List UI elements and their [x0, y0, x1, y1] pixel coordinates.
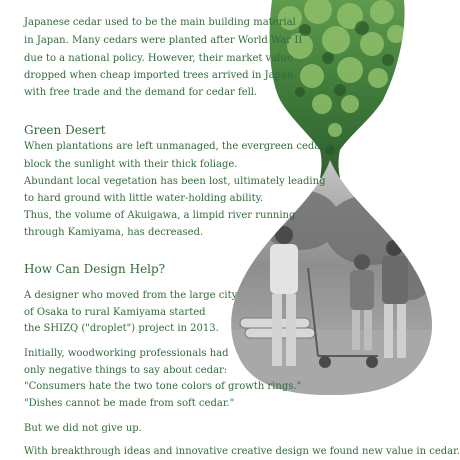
section-heading-design-help: How Can Design Help?: [24, 262, 166, 276]
design-help-line: the SHIZQ ("droplet") project in 2013.: [24, 323, 219, 334]
design-help-line: But we did not give up.: [24, 423, 142, 434]
design-help-quote: "Consumers hate the two tone colors of growth rings.": [24, 381, 302, 392]
intro-line: due to a national policy. However, their market value: [24, 53, 293, 64]
section-heading-green-desert: Green Desert: [24, 123, 106, 137]
design-help-line: A designer who moved from the large city: [24, 290, 238, 301]
intro-line: with free trade and the demand for cedar fell.: [24, 87, 258, 98]
green-desert-line: through Kamiyama, has decreased.: [24, 227, 204, 238]
green-desert-line: to hard ground with little water-holding ability.: [24, 193, 264, 204]
green-desert-line: block the sunlight with their thick foliage.: [24, 159, 238, 170]
design-help-quote: "Dishes cannot be made from soft cedar.": [24, 398, 235, 409]
design-help-line: only negative things to say about cedar:: [24, 365, 228, 376]
design-help-closing-line: With breakthrough ideas and innovative creative design we found new value in cedar.: [24, 446, 460, 457]
design-help-line: Initially, woodworking professionals had: [24, 348, 229, 359]
intro-line: in Japan. Many cedars were planted after World War II: [24, 35, 303, 46]
green-desert-line: When plantations are left unmanaged, the evergreen cedars: [24, 141, 331, 152]
green-desert-line: Thus, the volume of Akuigawa, a limpid river running: [24, 210, 296, 221]
green-desert-line: Abundant local vegetation has been lost, ultimately leading: [24, 176, 326, 187]
intro-line: Japanese cedar used to be the main building material: [24, 17, 296, 28]
design-help-line: of Osaka to rural Kamiyama started: [24, 307, 206, 318]
intro-line: dropped when cheap imported trees arrived in Japan: [24, 70, 294, 81]
